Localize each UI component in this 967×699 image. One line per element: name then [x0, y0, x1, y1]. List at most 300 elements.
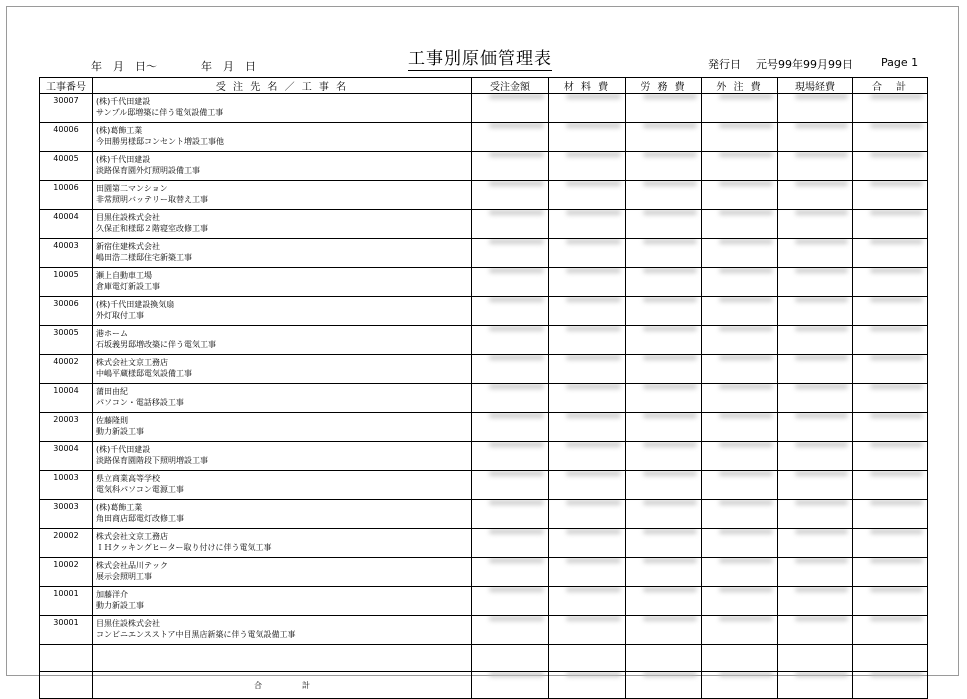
- client-name: (株)千代田建設: [96, 97, 151, 106]
- amount-cell: [626, 500, 702, 529]
- client-name: 株式会社文京工務店: [96, 358, 168, 367]
- total-row: [40, 672, 928, 699]
- amount-cell: [778, 672, 853, 699]
- redacted-amount: [870, 355, 923, 360]
- amount-cell: [549, 181, 626, 210]
- redacted-amount: [489, 94, 544, 99]
- redacted-amount: [795, 384, 848, 389]
- job-code: 20003: [40, 413, 93, 442]
- amount-cell: [853, 442, 928, 471]
- amount-cell: [778, 616, 853, 645]
- redacted-amount: [870, 413, 923, 418]
- amount-cell: [472, 672, 549, 699]
- redacted-amount: [489, 558, 544, 563]
- client-name: 港ホーム: [96, 329, 128, 338]
- redacted-amount: [719, 181, 773, 186]
- amount-cell: [549, 210, 626, 239]
- col-header-client-project: 受 注 先 名 ／ 工 事 名: [93, 78, 472, 94]
- redacted-amount: [795, 616, 848, 621]
- col-header-site-expense: 現場経費: [778, 78, 853, 94]
- table-row: [40, 384, 928, 413]
- client-project-cell: [93, 384, 472, 413]
- client-name: (株)葛飾工業: [96, 503, 143, 512]
- redacted-amount: [643, 587, 697, 592]
- amount-cell: [778, 384, 853, 413]
- table-row: [40, 616, 928, 645]
- amount-cell: [626, 181, 702, 210]
- redacted-amount: [795, 529, 848, 534]
- table-row: [40, 210, 928, 239]
- redacted-amount: [870, 326, 923, 331]
- redacted-amount: [795, 268, 848, 273]
- redacted-amount: [643, 326, 697, 331]
- amount-cell: [626, 326, 702, 355]
- client-project-cell: [93, 326, 472, 355]
- client-name: (株)千代田建設: [96, 445, 151, 454]
- amount-cell: [853, 500, 928, 529]
- amount-cell: [853, 384, 928, 413]
- amount-cell: [702, 94, 778, 123]
- amount-cell: [853, 616, 928, 645]
- redacted-amount: [643, 471, 697, 476]
- amount-cell: [626, 616, 702, 645]
- amount-cell: [549, 442, 626, 471]
- redacted-amount: [719, 413, 773, 418]
- redacted-amount: [566, 587, 621, 592]
- client-name: (株)千代田建設換気扇: [96, 300, 175, 309]
- job-code: 10005: [40, 268, 93, 297]
- amount-cell: [549, 413, 626, 442]
- amount-cell: [853, 152, 928, 181]
- project-name: パソコン・電話移設工事: [96, 398, 184, 407]
- table-row: [40, 355, 928, 384]
- redacted-amount: [870, 297, 923, 302]
- client-name: 加藤洋介: [96, 590, 128, 599]
- client-name: 県立商業高等学校: [96, 474, 160, 483]
- total-label: 合 計: [93, 672, 472, 699]
- redacted-amount: [566, 152, 621, 157]
- amount-cell: [472, 181, 549, 210]
- redacted-amount: [795, 152, 848, 157]
- redacted-amount: [643, 529, 697, 534]
- redacted-amount: [795, 326, 848, 331]
- blank-cell: [626, 645, 702, 672]
- amount-cell: [702, 587, 778, 616]
- amount-cell: [472, 268, 549, 297]
- client-project-cell: [93, 529, 472, 558]
- cost-table: [39, 77, 928, 699]
- amount-cell: [472, 239, 549, 268]
- amount-cell: [778, 355, 853, 384]
- amount-cell: [549, 152, 626, 181]
- amount-cell: [702, 239, 778, 268]
- redacted-amount: [795, 123, 848, 128]
- issue-date-label: 発行日: [708, 58, 741, 71]
- redacted-amount: [795, 558, 848, 563]
- amount-cell: [626, 94, 702, 123]
- redacted-amount: [489, 326, 544, 331]
- redacted-amount: [566, 616, 621, 621]
- redacted-amount: [870, 500, 923, 505]
- amount-cell: [778, 529, 853, 558]
- client-project-cell: [93, 123, 472, 152]
- project-name: 中嶋平蔵様邸電気設備工事: [96, 369, 192, 378]
- amount-cell: [853, 94, 928, 123]
- total-code-cell: [40, 672, 93, 699]
- amount-cell: [472, 558, 549, 587]
- redacted-amount: [489, 355, 544, 360]
- client-project-cell: [93, 181, 472, 210]
- redacted-amount: [643, 558, 697, 563]
- amount-cell: [702, 413, 778, 442]
- redacted-amount: [870, 384, 923, 389]
- redacted-amount: [489, 616, 544, 621]
- project-name: 角田商店邸電灯改修工事: [96, 514, 184, 523]
- project-name: 非常照明バッテリー取替え工事: [96, 195, 208, 204]
- table-row: [40, 529, 928, 558]
- redacted-amount: [489, 152, 544, 157]
- redacted-amount: [870, 181, 923, 186]
- redacted-amount: [719, 500, 773, 505]
- amount-cell: [626, 587, 702, 616]
- table-header-row: [40, 78, 928, 94]
- redacted-amount: [795, 239, 848, 244]
- redacted-amount: [795, 297, 848, 302]
- amount-cell: [472, 616, 549, 645]
- amount-cell: [626, 123, 702, 152]
- redacted-amount: [795, 471, 848, 476]
- redacted-amount: [643, 616, 697, 621]
- table-row: [40, 558, 928, 587]
- amount-cell: [626, 672, 702, 699]
- redacted-amount: [870, 616, 923, 621]
- amount-cell: [702, 152, 778, 181]
- amount-cell: [853, 672, 928, 699]
- amount-cell: [702, 268, 778, 297]
- redacted-amount: [566, 442, 621, 447]
- amount-cell: [778, 297, 853, 326]
- amount-cell: [853, 413, 928, 442]
- amount-cell: [778, 587, 853, 616]
- amount-cell: [626, 152, 702, 181]
- amount-cell: [702, 297, 778, 326]
- project-name: 淡路保育園階段下照明増設工事: [96, 456, 208, 465]
- client-name: 目黒住設株式会社: [96, 619, 160, 628]
- amount-cell: [853, 181, 928, 210]
- project-name: 動力新設工事: [96, 601, 144, 610]
- client-name: (株)千代田建設: [96, 155, 151, 164]
- redacted-amount: [566, 384, 621, 389]
- redacted-amount: [795, 94, 848, 99]
- redacted-amount: [643, 239, 697, 244]
- col-header-total: 合 計: [853, 78, 928, 94]
- redacted-amount: [795, 500, 848, 505]
- amount-cell: [549, 500, 626, 529]
- redacted-amount: [489, 471, 544, 476]
- project-name: 外灯取付工事: [96, 311, 144, 320]
- job-code: 40002: [40, 355, 93, 384]
- redacted-amount: [719, 587, 773, 592]
- issue-date: 元号99年99月99日: [756, 58, 853, 71]
- redacted-amount: [719, 152, 773, 157]
- redacted-amount: [489, 672, 544, 677]
- job-code: 40005: [40, 152, 93, 181]
- redacted-amount: [795, 210, 848, 215]
- amount-cell: [853, 239, 928, 268]
- job-code: 30007: [40, 94, 93, 123]
- amount-cell: [626, 529, 702, 558]
- amount-cell: [778, 413, 853, 442]
- project-name: 倉庫電灯新設工事: [96, 282, 160, 291]
- redacted-amount: [566, 529, 621, 534]
- client-project-cell: [93, 297, 472, 326]
- amount-cell: [549, 326, 626, 355]
- redacted-amount: [643, 181, 697, 186]
- period-range: 年 月 日～ 年 月 日: [91, 60, 256, 73]
- amount-cell: [626, 239, 702, 268]
- redacted-amount: [870, 558, 923, 563]
- redacted-amount: [489, 239, 544, 244]
- amount-cell: [472, 384, 549, 413]
- amount-cell: [702, 442, 778, 471]
- redacted-amount: [489, 413, 544, 418]
- redacted-amount: [795, 413, 848, 418]
- redacted-amount: [795, 355, 848, 360]
- job-code: 10003: [40, 471, 93, 500]
- project-name: 動力新設工事: [96, 427, 144, 436]
- amount-cell: [472, 152, 549, 181]
- table-row: [40, 442, 928, 471]
- table-row: [40, 152, 928, 181]
- client-project-cell: [93, 94, 472, 123]
- amount-cell: [549, 268, 626, 297]
- amount-cell: [626, 268, 702, 297]
- client-project-cell: [93, 210, 472, 239]
- redacted-amount: [489, 529, 544, 534]
- client-name: 新宿住建株式会社: [96, 242, 160, 251]
- amount-cell: [702, 500, 778, 529]
- redacted-amount: [566, 558, 621, 563]
- amount-cell: [702, 672, 778, 699]
- amount-cell: [472, 413, 549, 442]
- blank-cell: [702, 645, 778, 672]
- amount-cell: [778, 181, 853, 210]
- amount-cell: [702, 181, 778, 210]
- redacted-amount: [643, 210, 697, 215]
- redacted-amount: [566, 500, 621, 505]
- redacted-amount: [566, 471, 621, 476]
- job-code: 30006: [40, 297, 93, 326]
- redacted-amount: [643, 123, 697, 128]
- client-project-cell: [93, 471, 472, 500]
- amount-cell: [549, 672, 626, 699]
- amount-cell: [778, 268, 853, 297]
- table-row: [40, 181, 928, 210]
- redacted-amount: [489, 384, 544, 389]
- job-code: 10006: [40, 181, 93, 210]
- amount-cell: [472, 471, 549, 500]
- project-name: 久保正和様邸２階寝室改修工事: [96, 224, 208, 233]
- amount-cell: [549, 297, 626, 326]
- amount-cell: [472, 500, 549, 529]
- client-name: 佐藤隆則: [96, 416, 128, 425]
- client-project-cell: [93, 558, 472, 587]
- amount-cell: [778, 123, 853, 152]
- client-name: 瀬上自動車工場: [96, 271, 152, 280]
- amount-cell: [472, 355, 549, 384]
- job-code: 20002: [40, 529, 93, 558]
- redacted-amount: [719, 239, 773, 244]
- table-row: [40, 94, 928, 123]
- redacted-amount: [870, 587, 923, 592]
- report-title: 工事別原価管理表: [408, 44, 552, 71]
- redacted-amount: [719, 355, 773, 360]
- redacted-amount: [870, 268, 923, 273]
- amount-cell: [778, 326, 853, 355]
- redacted-amount: [643, 355, 697, 360]
- amount-cell: [472, 94, 549, 123]
- amount-cell: [778, 471, 853, 500]
- blank-cell: [549, 645, 626, 672]
- redacted-amount: [870, 529, 923, 534]
- amount-cell: [702, 616, 778, 645]
- amount-cell: [626, 413, 702, 442]
- client-project-cell: [93, 355, 472, 384]
- job-code: 40003: [40, 239, 93, 268]
- col-header-outsource: 外 注 費: [702, 78, 778, 94]
- redacted-amount: [795, 587, 848, 592]
- page-number: Page 1: [881, 56, 919, 69]
- col-header-code: 工事番号: [40, 78, 93, 94]
- redacted-amount: [795, 442, 848, 447]
- amount-cell: [549, 616, 626, 645]
- redacted-amount: [566, 239, 621, 244]
- blank-cell: [778, 645, 853, 672]
- blank-row: [40, 645, 928, 672]
- blank-cell: [472, 645, 549, 672]
- redacted-amount: [719, 268, 773, 273]
- amount-cell: [626, 558, 702, 587]
- redacted-amount: [643, 413, 697, 418]
- redacted-amount: [643, 297, 697, 302]
- amount-cell: [472, 326, 549, 355]
- amount-cell: [778, 558, 853, 587]
- client-name: 株式会社品川テック: [96, 561, 168, 570]
- redacted-amount: [489, 181, 544, 186]
- amount-cell: [472, 297, 549, 326]
- amount-cell: [778, 442, 853, 471]
- project-name: 電気科パソコン電源工事: [96, 485, 184, 494]
- redacted-amount: [566, 268, 621, 273]
- redacted-amount: [643, 268, 697, 273]
- amount-cell: [778, 239, 853, 268]
- client-name: 蒲田由紀: [96, 387, 128, 396]
- job-code: 40006: [40, 123, 93, 152]
- redacted-amount: [719, 529, 773, 534]
- amount-cell: [702, 384, 778, 413]
- amount-cell: [626, 471, 702, 500]
- redacted-amount: [870, 123, 923, 128]
- redacted-amount: [489, 268, 544, 273]
- table-row: [40, 297, 928, 326]
- redacted-amount: [566, 355, 621, 360]
- amount-cell: [853, 123, 928, 152]
- client-project-cell: [93, 587, 472, 616]
- amount-cell: [778, 500, 853, 529]
- project-name: 嶋田浩二様邸住宅新築工事: [96, 253, 192, 262]
- col-header-order-amount: 受注金額: [472, 78, 549, 94]
- amount-cell: [702, 558, 778, 587]
- amount-cell: [778, 210, 853, 239]
- redacted-amount: [566, 413, 621, 418]
- amount-cell: [472, 442, 549, 471]
- amount-cell: [853, 268, 928, 297]
- client-project-cell: [93, 616, 472, 645]
- amount-cell: [472, 123, 549, 152]
- redacted-amount: [566, 94, 621, 99]
- table-row: [40, 123, 928, 152]
- redacted-amount: [719, 123, 773, 128]
- amount-cell: [702, 210, 778, 239]
- amount-cell: [549, 123, 626, 152]
- job-code: 10002: [40, 558, 93, 587]
- redacted-amount: [870, 94, 923, 99]
- job-code: 30005: [40, 326, 93, 355]
- redacted-amount: [719, 558, 773, 563]
- redacted-amount: [870, 239, 923, 244]
- redacted-amount: [566, 672, 621, 677]
- redacted-amount: [870, 471, 923, 476]
- client-project-cell: [93, 239, 472, 268]
- amount-cell: [549, 587, 626, 616]
- redacted-amount: [489, 123, 544, 128]
- client-project-cell: [93, 268, 472, 297]
- amount-cell: [853, 529, 928, 558]
- table-row: [40, 500, 928, 529]
- amount-cell: [626, 384, 702, 413]
- amount-cell: [702, 529, 778, 558]
- client-project-cell: [93, 413, 472, 442]
- amount-cell: [626, 210, 702, 239]
- redacted-amount: [719, 210, 773, 215]
- redacted-amount: [643, 500, 697, 505]
- amount-cell: [626, 297, 702, 326]
- amount-cell: [702, 123, 778, 152]
- amount-cell: [702, 471, 778, 500]
- project-name: 石坂義男邸増改築に伴う電気工事: [96, 340, 216, 349]
- redacted-amount: [643, 442, 697, 447]
- redacted-amount: [566, 123, 621, 128]
- col-header-material: 材 料 費: [549, 78, 626, 94]
- redacted-amount: [795, 181, 848, 186]
- table-row: [40, 326, 928, 355]
- project-name: 淡路保育園外灯照明設備工事: [96, 166, 200, 175]
- job-code: 30001: [40, 616, 93, 645]
- client-project-cell: [93, 442, 472, 471]
- amount-cell: [853, 587, 928, 616]
- job-code: 10004: [40, 384, 93, 413]
- project-name: ＩＨクッキングヒーター取り付けに伴う電気工事: [96, 543, 272, 552]
- client-name: 目黒住設株式会社: [96, 213, 160, 222]
- amount-cell: [549, 94, 626, 123]
- amount-cell: [853, 297, 928, 326]
- amount-cell: [853, 558, 928, 587]
- redacted-amount: [643, 94, 697, 99]
- amount-cell: [853, 355, 928, 384]
- amount-cell: [549, 529, 626, 558]
- job-code: 10001: [40, 587, 93, 616]
- redacted-amount: [566, 326, 621, 331]
